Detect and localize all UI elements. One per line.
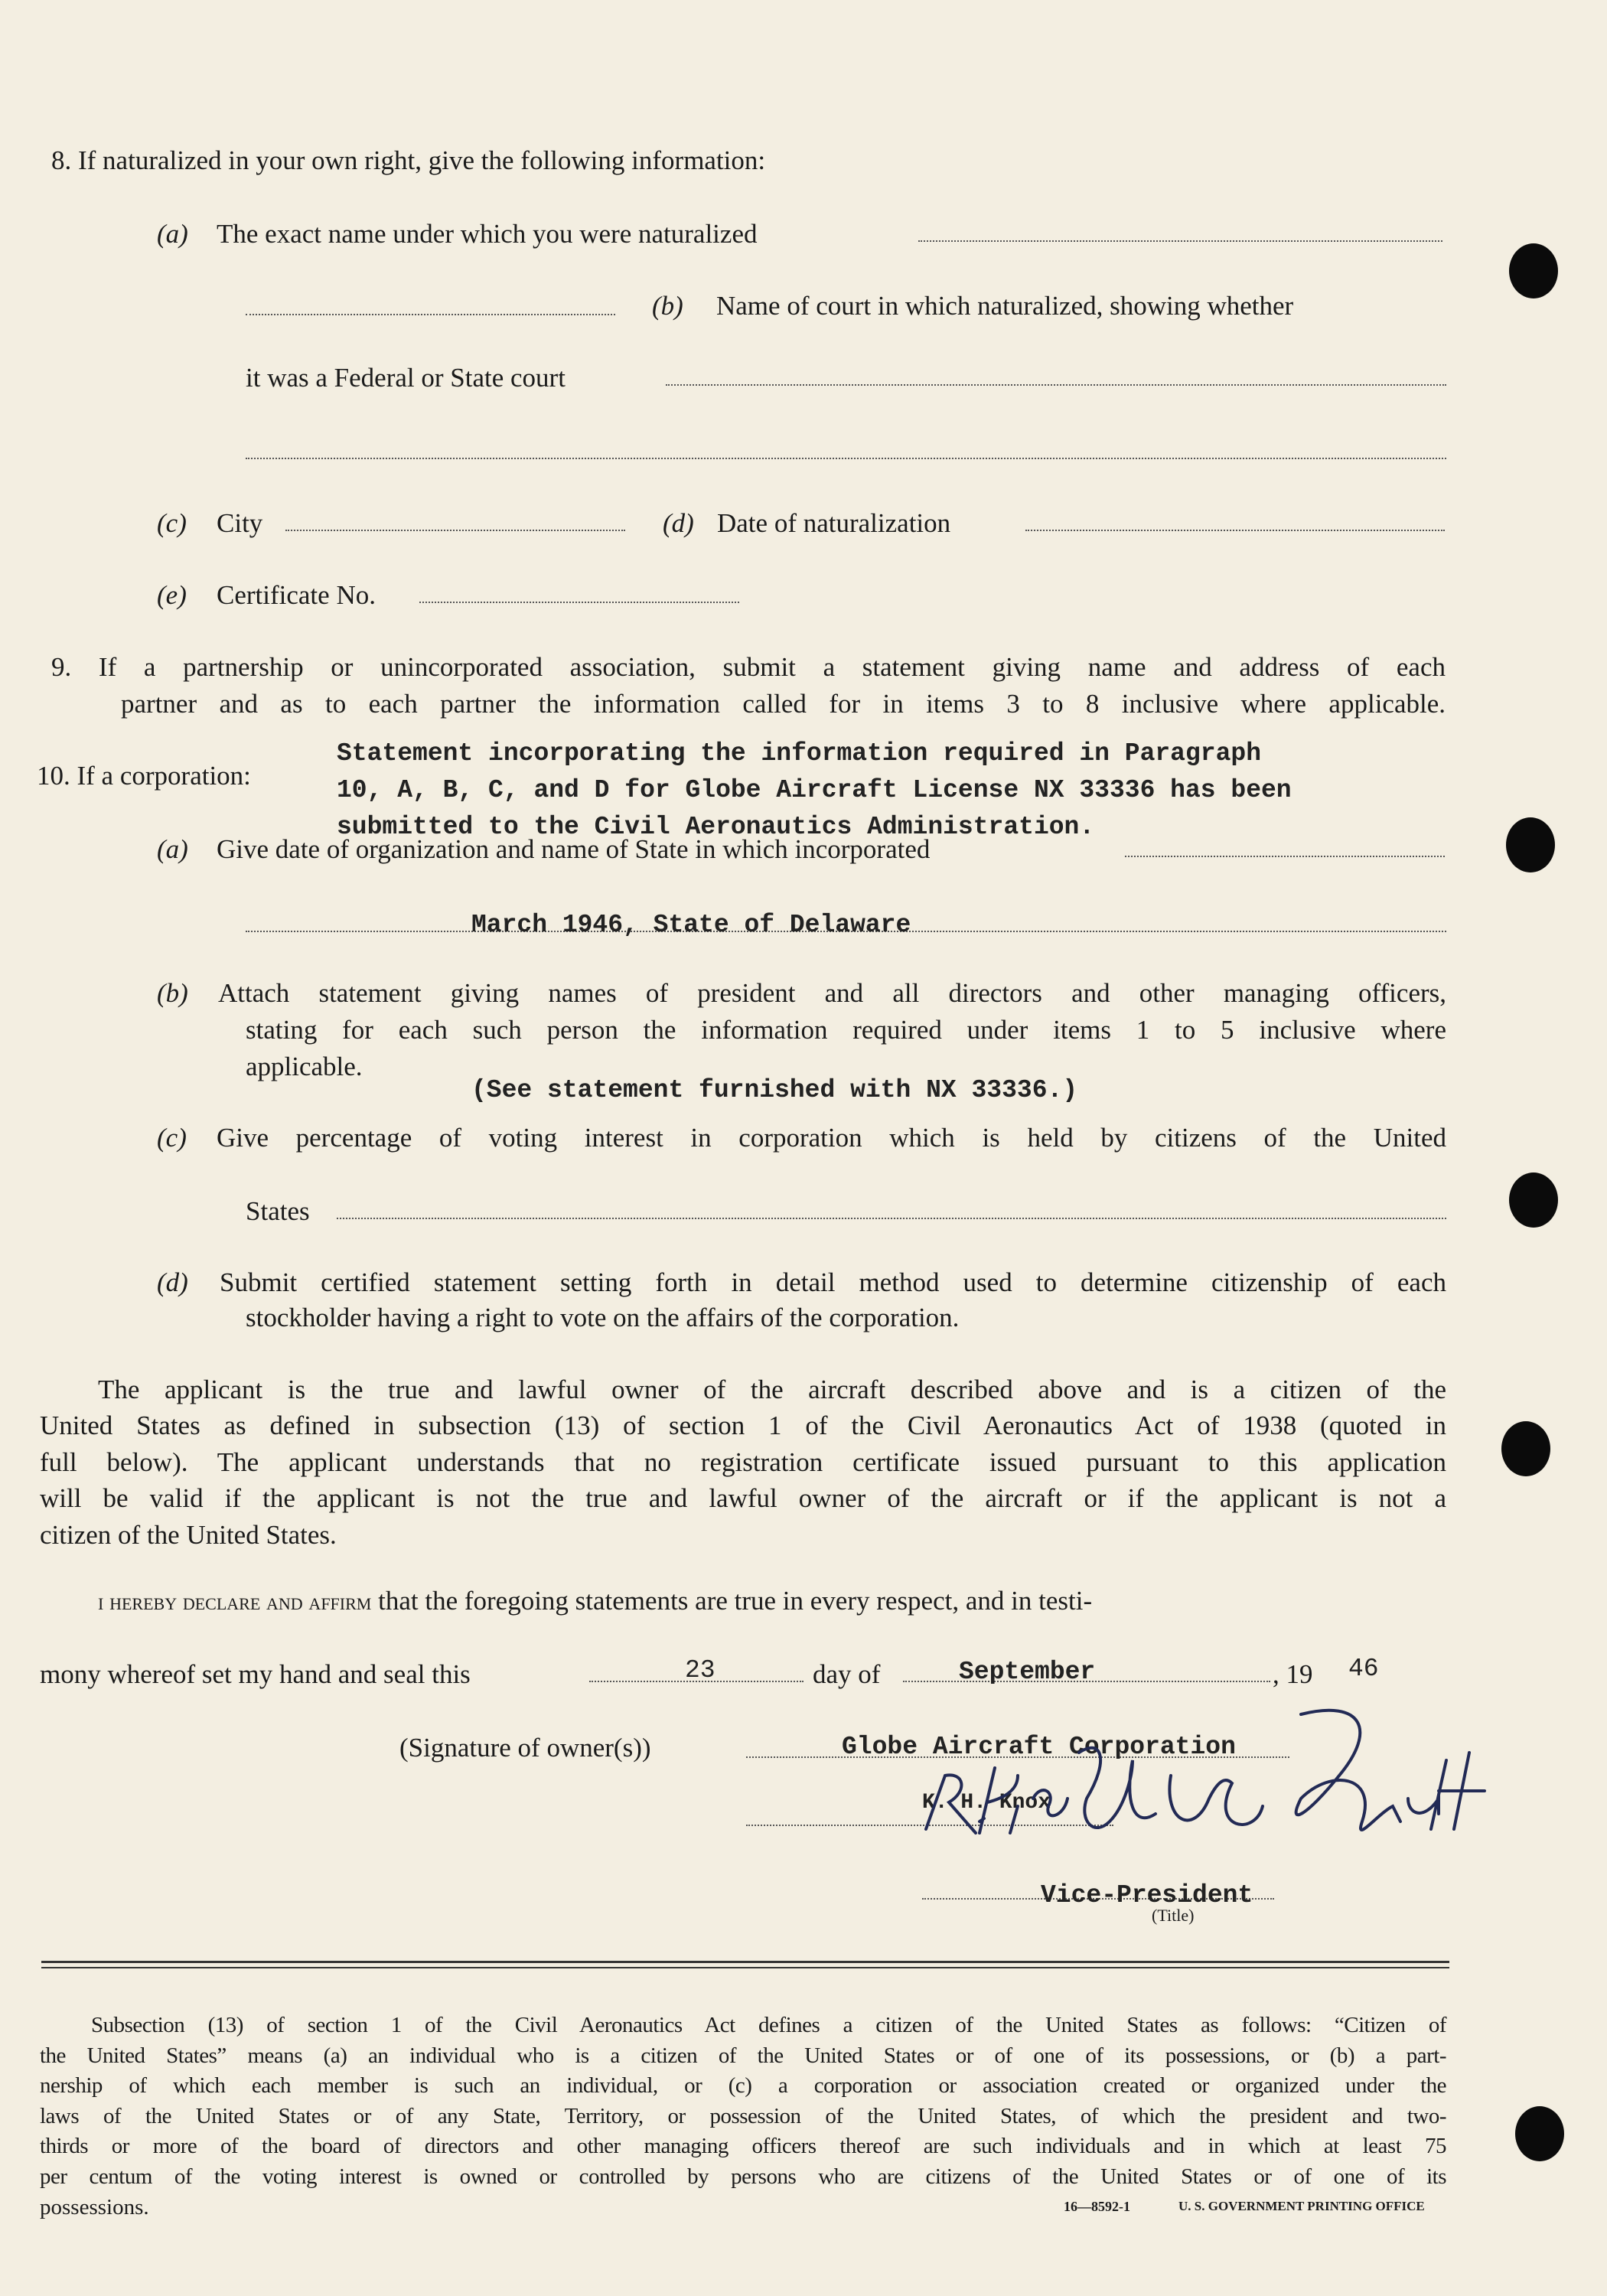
- item8b-cont: it was a Federal or State court: [246, 363, 566, 393]
- item8c-label: (c): [157, 508, 187, 538]
- day-of-label: day of: [813, 1659, 881, 1689]
- footnote-line: thirds or more of the board of directors and other managing officers thereof are such individuals and in which at least 75: [40, 2134, 1446, 2158]
- footnote-line: Subsection (13) of section 1 of the Civil Aeronautics Act defines a citizen of the United States as follows: “Citizen of: [91, 2013, 1446, 2037]
- naturalized-name-field[interactable]: [918, 240, 1442, 242]
- footnote-line: per centum of the voting interest is owned or controlled by persons who are citizens of the United States or of one of its: [40, 2164, 1446, 2189]
- affirmation-line: will be valid if the applicant is not the true and lawful owner of the aircraft or if the applicant is not a: [40, 1483, 1446, 1513]
- form-number: 16—8592-1: [1064, 2199, 1130, 2214]
- certificate-number-field[interactable]: [419, 602, 739, 603]
- typed-statement-line: Statement incorporating the information required in Paragraph: [337, 739, 1261, 768]
- footnote-line: laws of the United States or of any State, Territory, or possession of the United States, of which the president and two-: [40, 2104, 1446, 2128]
- item10c-label: (c): [157, 1123, 187, 1153]
- court-field[interactable]: [666, 384, 1446, 386]
- item10c-cont: States: [246, 1196, 310, 1226]
- item10d-label: (d): [157, 1267, 188, 1297]
- item8d-label: (d): [663, 508, 694, 538]
- year-value: 46: [1348, 1655, 1379, 1683]
- item10a-label: (a): [157, 834, 188, 864]
- naturalization-date-field[interactable]: [1025, 530, 1445, 531]
- affirmation-line: United States as defined in subsection (13) of section 1 of the Civil Aeronautics Act of 1938 (quoted in: [40, 1411, 1446, 1440]
- item10b-line: applicable.: [246, 1052, 363, 1081]
- divider-rule: [41, 1967, 1449, 1968]
- organization-field[interactable]: [1125, 856, 1445, 857]
- item10c-text: Give percentage of voting interest in corporation which is held by citizens of the United: [217, 1123, 1446, 1153]
- item9-line: partner and as to each partner the information called for in items 3 to 8 inclusive where applicable.: [121, 689, 1446, 719]
- officers-statement-value: (See statement furnished with NX 33336.): [471, 1076, 1078, 1104]
- typed-statement-line: submitted to the Civil Aeronautics Administration.: [337, 813, 1095, 841]
- item10b-line: Attach statement giving names of president and all directors and other managing officers,: [218, 978, 1446, 1008]
- signer-name: K. H. Knox: [922, 1791, 1051, 1815]
- item9-line: 9. If a partnership or unincorporated association, submit a statement giving name and address of each: [51, 652, 1446, 682]
- item10d-line: Submit certified statement setting forth in detail method used to determine citizenship of each: [220, 1267, 1446, 1297]
- handwritten-signature-icon: [903, 1707, 1515, 1898]
- title-label: (Title): [1152, 1906, 1195, 1925]
- item8e-label: (e): [157, 580, 187, 610]
- company-name: Globe Aircraft Corporation: [842, 1733, 1236, 1761]
- declaration-caps: i hereby declare and affirm: [98, 1588, 372, 1615]
- declaration-rest: that the foregoing statements are true in every respect, and in testi-: [378, 1586, 1093, 1616]
- organization-value: March 1946, State of Delaware: [471, 911, 911, 939]
- item10b-label: (b): [157, 978, 188, 1008]
- declaration-line1: [98, 1587, 1092, 1614]
- footnote-line: possessions.: [40, 2195, 149, 2219]
- item8b-label: (b): [652, 291, 683, 321]
- affirmation-line: full below). The applicant understands that no registration certificate issued pursuant to this application: [40, 1447, 1446, 1477]
- item8e-text: Certificate No.: [217, 580, 376, 610]
- affirmation-line: The applicant is the true and lawful owner of the aircraft described above and is a citizen of the: [98, 1375, 1446, 1404]
- item8d-text: Date of naturalization: [717, 508, 951, 538]
- naturalized-name-field-cont[interactable]: [246, 314, 615, 315]
- year-prefix: , 19: [1273, 1659, 1313, 1689]
- court-field-cont[interactable]: [246, 458, 1446, 459]
- voting-percentage-field[interactable]: [337, 1218, 1446, 1219]
- item10d-line: stockholder having a right to vote on the affairs of the corporation.: [246, 1303, 960, 1332]
- title-value: Vice-President: [1041, 1881, 1253, 1910]
- footnote-line: nership of which each member is such an individual, or (c) a corporation or association created or organized under the: [40, 2073, 1446, 2098]
- item8a-label: (a): [157, 219, 188, 249]
- item10a-text: Give date of organization and name of State in which incorporated: [217, 834, 931, 864]
- declaration-line2: mony whereof set my hand and seal this: [40, 1659, 471, 1689]
- printer-name: U. S. GOVERNMENT PRINTING OFFICE: [1178, 2199, 1425, 2213]
- item10b-line: stating for each such person the information required under items 1 to 5 inclusive where: [246, 1015, 1446, 1045]
- item10-heading: 10. If a corporation:: [37, 761, 251, 791]
- month-value: September: [959, 1658, 1096, 1686]
- city-field[interactable]: [285, 530, 625, 531]
- signature-label: (Signature of owner(s)): [399, 1733, 651, 1763]
- item8a-text: The exact name under which you were naturalized: [217, 219, 758, 249]
- item8-heading: 8. If naturalized in your own right, give the following information:: [51, 145, 766, 175]
- day-value: 23: [685, 1656, 715, 1684]
- punch-hole: [1509, 1172, 1558, 1228]
- punch-hole: [1506, 817, 1555, 872]
- divider-rule: [41, 1961, 1449, 1963]
- footnote-line: the United States” means (a) an individual who is a citizen of the United States or of one of its possessions, or (b) a part-: [40, 2043, 1446, 2068]
- typed-statement-line: 10, A, B, C, and D for Globe Aircraft License NX 33336 has been: [337, 776, 1292, 804]
- item8c-text: City: [217, 508, 263, 538]
- affirmation-line: citizen of the United States.: [40, 1520, 337, 1550]
- item8b-text: Name of court in which naturalized, showing whether: [716, 291, 1294, 321]
- punch-hole: [1509, 243, 1558, 298]
- punch-hole: [1515, 2106, 1564, 2161]
- punch-hole: [1501, 1421, 1550, 1476]
